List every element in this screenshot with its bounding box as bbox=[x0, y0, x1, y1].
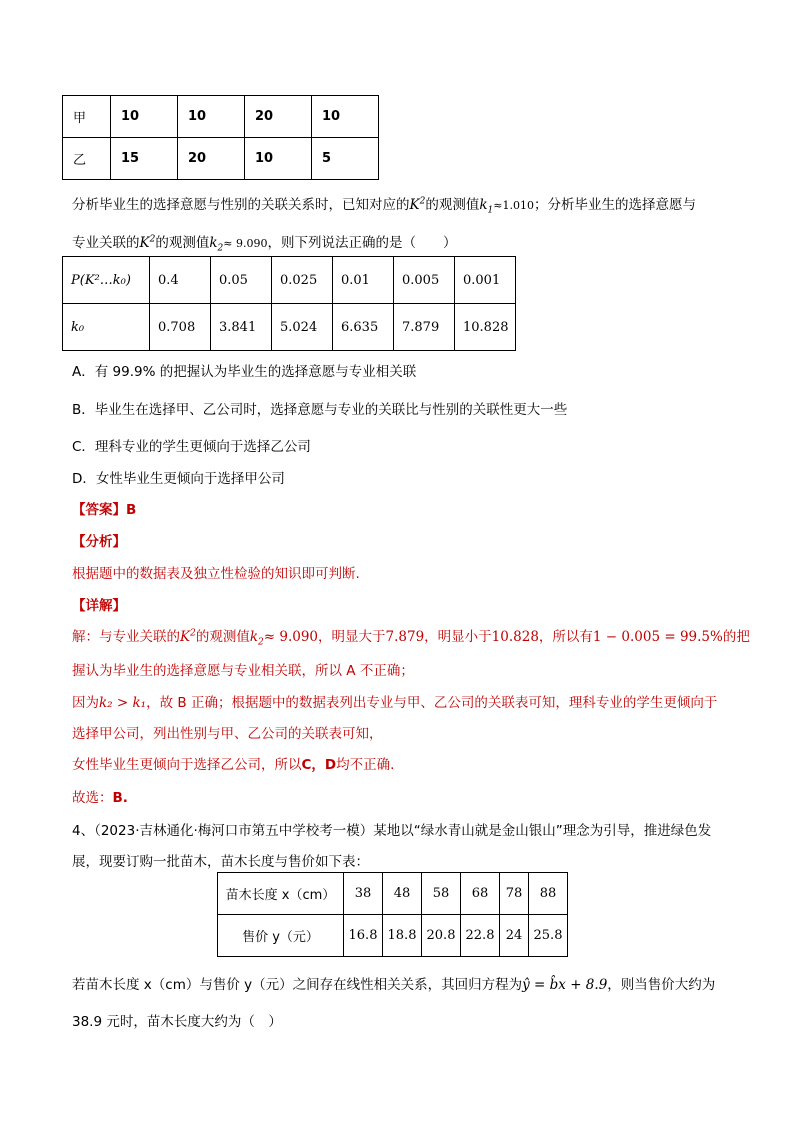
table-header-cell: k₀ bbox=[63, 304, 150, 351]
table-header-cell: 售价 y（元） bbox=[218, 915, 344, 957]
table-cell: 0.708 bbox=[150, 304, 211, 351]
table-cell: 10 bbox=[312, 96, 379, 138]
detail-line5 bbox=[72, 753, 394, 773]
table-cell: 58 bbox=[422, 873, 461, 915]
table-cell: 88 bbox=[529, 873, 568, 915]
choose-line bbox=[72, 786, 128, 806]
detail-line3 bbox=[72, 691, 717, 711]
detail-number: 7.879 bbox=[385, 629, 425, 645]
table-cell: 0.001 bbox=[455, 257, 516, 304]
stem-text: 专业关联的 bbox=[72, 235, 140, 251]
table-cell: 20 bbox=[245, 96, 312, 138]
analysis-tag: 【分析】 bbox=[72, 534, 126, 550]
table-cell: 10.828 bbox=[455, 304, 516, 351]
table-cell: 0.4 bbox=[150, 257, 211, 304]
choose-answer: B. bbox=[112, 790, 128, 806]
stem-text: 的观测值 bbox=[155, 235, 210, 251]
detail-number: 1 − 0.005 = 99.5% bbox=[592, 629, 723, 645]
stem-text: ，则下列说法正确的是（ ） bbox=[267, 235, 457, 251]
detail-text: ，明显大于 bbox=[318, 629, 386, 645]
detail-options: C，D bbox=[301, 757, 337, 773]
seedling-price-table bbox=[217, 872, 568, 957]
table-cell: 乙 bbox=[63, 138, 111, 180]
q4-stem-line1: 4、（2023·吉林通化·梅河口市第五中学校考一模）某地以“绿水青山就是金山银山”理念为引导，推进绿色发 bbox=[72, 823, 712, 839]
stem-text: 若苗木长度 x（cm）与售价 y（元）之间存在线性相关关系，其回归方程为 bbox=[72, 977, 523, 993]
choose-label: 故选： bbox=[72, 790, 113, 806]
table-cell: 48 bbox=[383, 873, 422, 915]
table-cell: 6.635 bbox=[333, 304, 394, 351]
q4-stem-line3 bbox=[72, 973, 715, 993]
option-a: A．有 99.9% 的把握认为毕业生的选择意愿与专业相关联 bbox=[72, 364, 417, 380]
stem-text: ；分析毕业生的选择意愿与 bbox=[533, 197, 696, 213]
k1-value: ≈1.010 bbox=[493, 199, 534, 212]
table-cell: 38 bbox=[344, 873, 383, 915]
q4-stem-line2: 展，现要订购一批苗木，苗木长度与售价如下表： bbox=[72, 854, 369, 870]
table-cell: 0.05 bbox=[211, 257, 272, 304]
table-cell: 0.005 bbox=[394, 257, 455, 304]
k2-value: ≈ 9.090 bbox=[223, 237, 268, 250]
table-cell: 78 bbox=[500, 873, 529, 915]
stem-text: 分析毕业生的选择意愿与性别的关联关系时，已知对应的 bbox=[72, 197, 410, 213]
table-header-cell: P(K²…k₀) bbox=[63, 257, 150, 304]
detail-math: k₂ > k₁ bbox=[99, 695, 147, 711]
critical-value-table bbox=[62, 256, 516, 351]
option-d: D．女性毕业生更倾向于选择甲公司 bbox=[72, 471, 285, 487]
table-cell: 10 bbox=[245, 138, 312, 180]
table-row bbox=[63, 304, 516, 351]
answer-tag: 【答案】 bbox=[72, 502, 126, 518]
option-c: C．理科专业的学生更倾向于选择乙公司 bbox=[72, 439, 311, 455]
answer-line bbox=[72, 498, 136, 518]
table-cell: 甲 bbox=[63, 96, 111, 138]
detail-line1: 解：与专业关联的$K^2$的观测值$k_2\approx 9.090$，明显大于7.879，明显小于10.828，所以有1 − 0.005 = 99.5%的把 bbox=[72, 628, 750, 648]
detail-number: 10.828 bbox=[491, 629, 539, 645]
detail-line4: 选择甲公司，列出性别与甲、乙公司的关联表可知， bbox=[72, 726, 383, 742]
table-cell: 7.879 bbox=[394, 304, 455, 351]
analysis-text: 根据题中的数据表及独立性检验的知识即可判断. bbox=[72, 566, 360, 582]
detail-text: 的观测值 bbox=[195, 629, 250, 645]
option-b: B．毕业生在选择甲、乙公司时，选择意愿与专业的关联比与性别的关联性更大一些 bbox=[72, 402, 568, 418]
question-stem-line1: 分析毕业生的选择意愿与性别的关联关系时，已知对应的$K^2$的观测值$k_1\approx 1.010$；分析毕业生的选择意愿与 bbox=[72, 196, 696, 216]
table-row bbox=[63, 257, 516, 304]
table-cell: 5 bbox=[312, 138, 379, 180]
table-row bbox=[63, 138, 379, 180]
table-row bbox=[63, 96, 379, 138]
table-cell: 3.841 bbox=[211, 304, 272, 351]
stem-text: ，则当售价大约为 bbox=[607, 977, 716, 993]
detail-text: 均不正确. bbox=[336, 757, 395, 773]
detail-number: ≈ 9.090 bbox=[263, 629, 319, 645]
detail-text: 因为 bbox=[72, 695, 99, 711]
table-cell: 24 bbox=[500, 915, 529, 957]
regression-equation: ŷ = b̂x + 8.9 bbox=[522, 977, 608, 993]
table-cell: 15 bbox=[111, 138, 178, 180]
table-cell: 25.8 bbox=[529, 915, 568, 957]
table-header-cell: 苗木长度 x（cm） bbox=[218, 873, 344, 915]
detail-text: ，明显小于 bbox=[424, 629, 492, 645]
table-row bbox=[218, 915, 568, 957]
q4-stem-line4: 38.9 元时，苗木长度大约为（ ） bbox=[72, 1014, 282, 1030]
answer-value: B bbox=[126, 502, 137, 518]
detail-text: 的把 bbox=[722, 629, 750, 645]
table-cell: 22.8 bbox=[461, 915, 500, 957]
selection-data-table bbox=[62, 95, 379, 180]
table-cell: 20.8 bbox=[422, 915, 461, 957]
detail-tag: 【详解】 bbox=[72, 598, 126, 614]
table-row bbox=[218, 873, 568, 915]
detail-text: ，故 B 正确；根据题中的数据表列出专业与甲、乙公司的关联表可知，理科专业的学生更倾向于 bbox=[146, 695, 718, 711]
table-cell: 20 bbox=[178, 138, 245, 180]
table-cell: 5.024 bbox=[272, 304, 333, 351]
table-cell: 10 bbox=[178, 96, 245, 138]
table-cell: 0.025 bbox=[272, 257, 333, 304]
detail-line2: 握认为毕业生的选择意愿与专业相关联，所以 A 不正确； bbox=[72, 663, 414, 679]
question-stem-line2: 专业关联的$K^2$的观测值$k_2\approx 9.090$，则下列说法正确的是（ ） bbox=[72, 234, 457, 254]
stem-text: 的观测值 bbox=[425, 197, 480, 213]
table-cell: 18.8 bbox=[383, 915, 422, 957]
table-cell: 16.8 bbox=[344, 915, 383, 957]
table-cell: 10 bbox=[111, 96, 178, 138]
table-cell: 0.01 bbox=[333, 257, 394, 304]
detail-text: ，所以有 bbox=[538, 629, 593, 645]
detail-text: 女性毕业生更倾向于选择乙公司，所以 bbox=[72, 757, 302, 773]
table-cell: 68 bbox=[461, 873, 500, 915]
detail-text: 解：与专业关联的 bbox=[72, 629, 180, 645]
